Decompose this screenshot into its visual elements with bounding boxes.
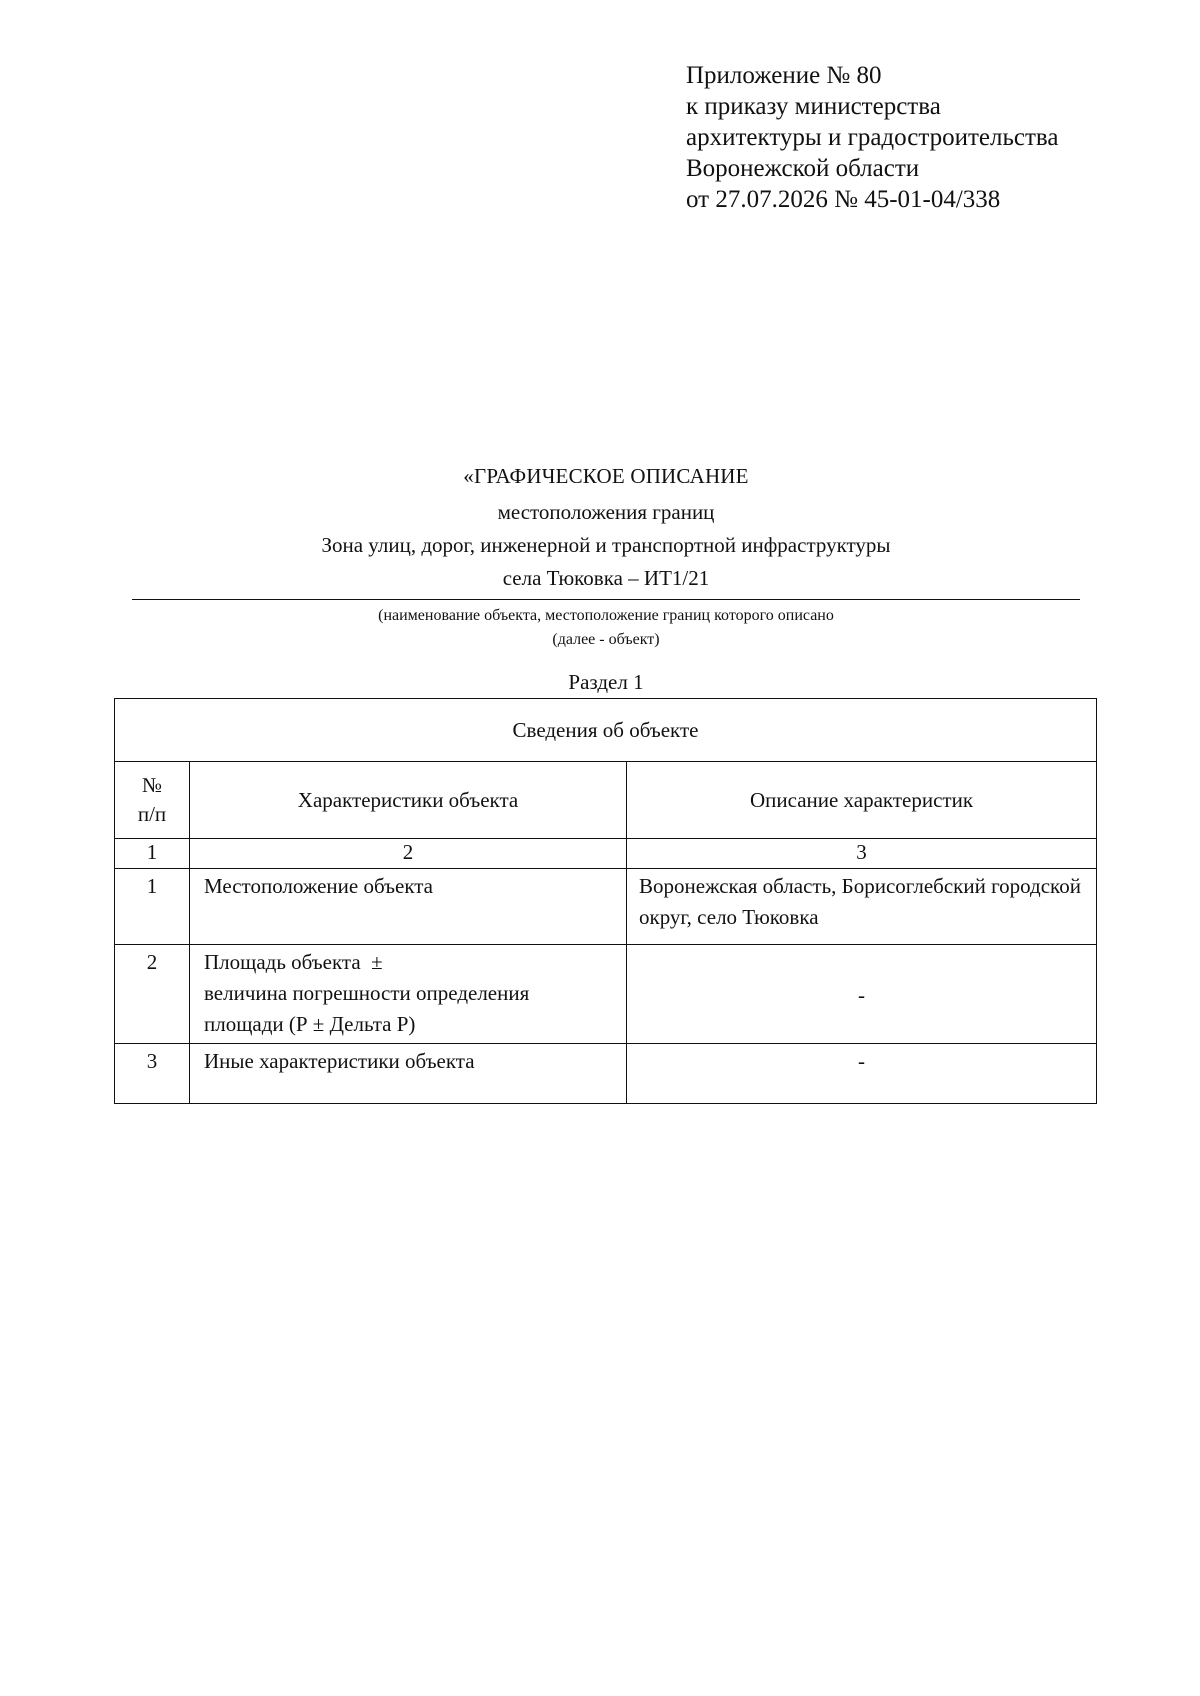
appendix-line: архитектуры и градостроительства [686, 124, 1059, 151]
header-number [115, 762, 190, 839]
characteristic-line: величина погрешности определения [204, 981, 530, 1005]
header-description: Описание характеристик [627, 762, 1097, 839]
title-caption: (далее - объект) [552, 631, 660, 648]
table-row [115, 1044, 1097, 1104]
section-label: Раздел 1 [568, 670, 644, 694]
table-header-row [115, 762, 1097, 839]
column-number: 2 [190, 839, 627, 869]
row-number: 2 [115, 945, 190, 1044]
appendix-header [686, 60, 1166, 215]
title-block [132, 462, 1080, 696]
column-number: 1 [115, 839, 190, 869]
column-number: 3 [627, 839, 1097, 869]
document-title: «ГРАФИЧЕСКОЕ ОПИСАНИЕ [463, 464, 749, 488]
title-line: Зона улиц, дорог, инженерной и транспортной инфраструктуры [321, 533, 891, 557]
title-underline [132, 599, 1080, 600]
header-characteristic: Характеристики объекта [190, 762, 627, 839]
row-characteristic [190, 945, 627, 1044]
row-characteristic: Местоположение объекта [190, 869, 627, 945]
row-description: - [627, 1044, 1097, 1104]
table-row [115, 869, 1097, 945]
title-line: местоположения границ [497, 500, 715, 524]
appendix-line: Воронежской области [686, 155, 920, 182]
appendix-line: к приказу министерства [686, 93, 941, 120]
row-description: Воронежская область, Борисоглебский городской округ, село Тюковка [627, 869, 1097, 945]
table-row [115, 945, 1097, 1044]
appendix-line: Приложение № 80 [686, 62, 882, 89]
title-caption: (наименование объекта, местоположение границ которого описано [378, 607, 834, 624]
title-line: села Тюковка – ИТ1/21 [502, 566, 710, 590]
appendix-line: от 27.07.2026 № 45-01-04/338 [686, 186, 1001, 213]
row-number: 3 [115, 1044, 190, 1104]
table-title: Сведения об объекте [115, 699, 1097, 762]
object-info-table [114, 698, 1097, 1104]
characteristic-line: площади (Р ± Дельта Р) [204, 1012, 416, 1036]
column-number-row [115, 839, 1097, 869]
characteristic-line: Площадь объекта ± [204, 950, 383, 974]
row-description: - [627, 945, 1097, 1044]
header-number-abbr: п/п [137, 802, 167, 826]
row-characteristic: Иные характеристики объекта [190, 1044, 627, 1104]
header-number-symbol: № [141, 773, 163, 797]
row-number: 1 [115, 869, 190, 945]
